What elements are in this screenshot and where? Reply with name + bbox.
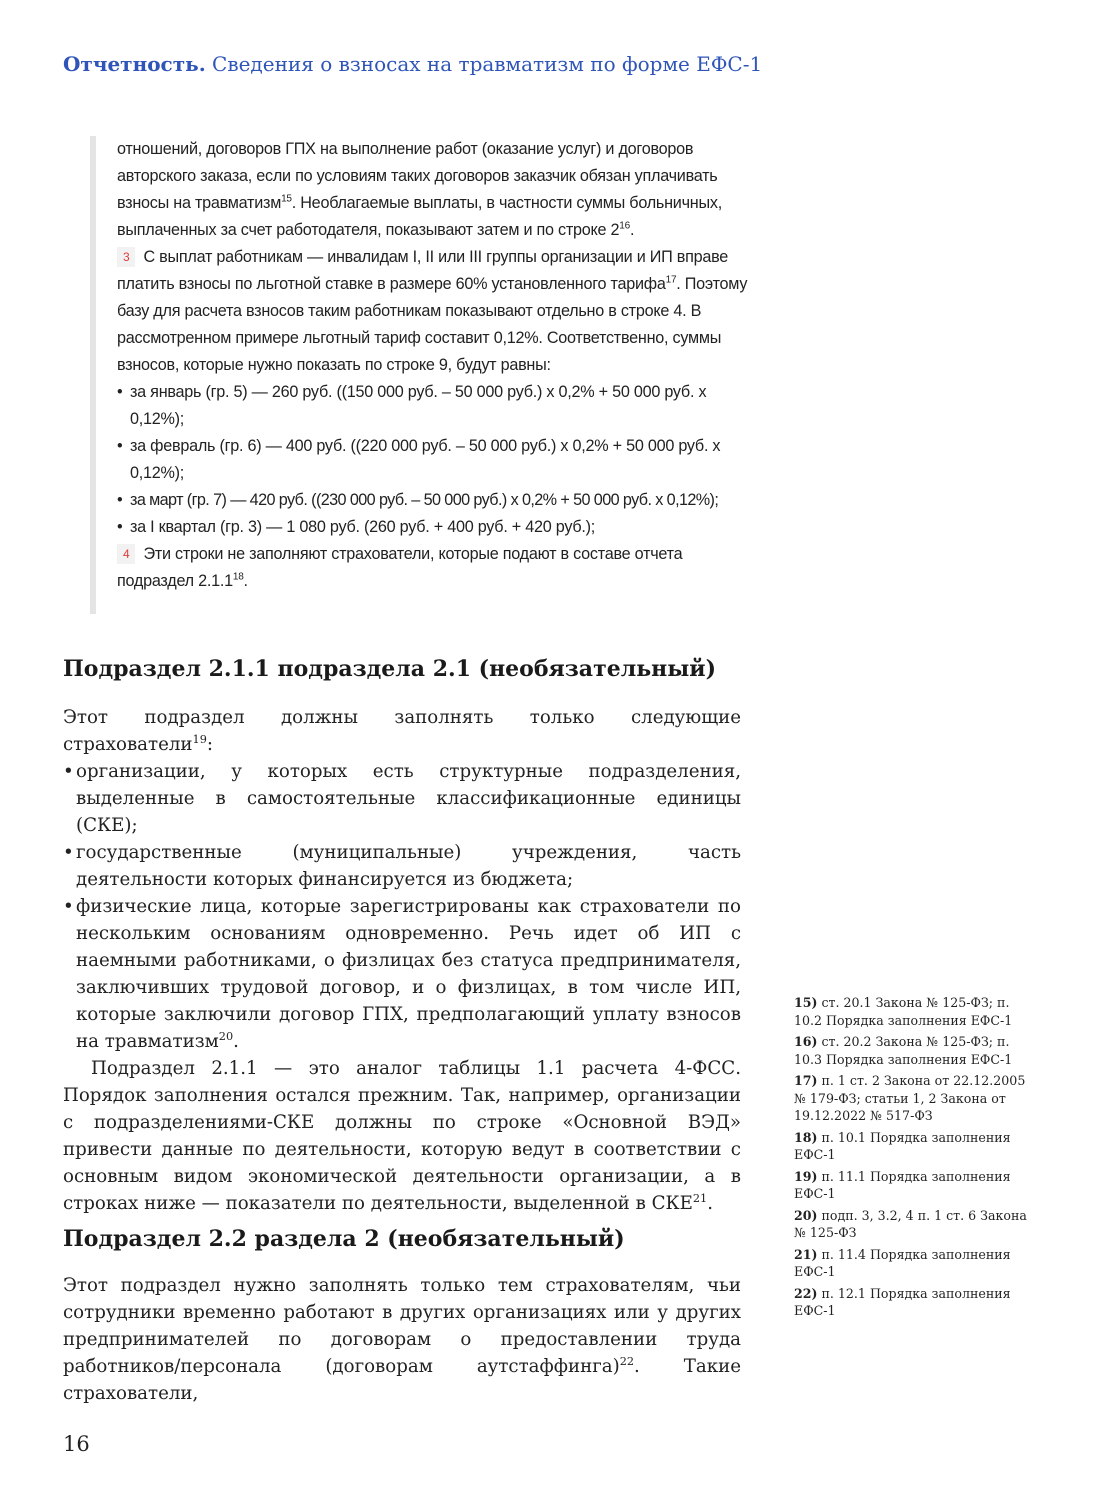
footnote-text: п. 12.1 Порядка заполнения ЕФС-1: [794, 1285, 1011, 1318]
inset-paragraph: [117, 136, 750, 244]
footnote-ref: 18: [232, 571, 244, 583]
list-item: • государственные (муниципальные) учреждения, часть деятельности которых финансируется из бюджета;: [63, 839, 741, 893]
inset-note-4: [117, 541, 750, 595]
footnote-number: 16): [794, 1034, 818, 1049]
footnote-number: 15): [794, 995, 818, 1010]
footnote-number: 17): [794, 1073, 818, 1088]
note-number-badge: 4: [117, 544, 135, 564]
footnote: [794, 1285, 1030, 1320]
body-paragraph: [63, 1055, 741, 1217]
list-item: • за февраль (гр. 6) — 400 руб. ((220 000 руб. – 50 000 руб.) х 0,2% + 50 000 руб. х 0,12%);: [117, 433, 750, 487]
footnote-ref: 15: [281, 193, 292, 205]
footnote: [794, 1207, 1030, 1242]
list-item: • за I квартал (гр. 3) — 1 080 руб. (260 руб. + 400 руб. + 420 руб.);: [117, 514, 750, 541]
inset-text: отношений, договоров ГПХ на выполнение работ (оказание услуг) и договоров авторского заказа, если по условиям таких договоров заказчик обязан уплачивать взносы на травматизм: [117, 140, 718, 212]
section-1-body: [63, 704, 741, 1217]
footnote-text: п. 11.4 Порядка заполнения ЕФС-1: [794, 1246, 1011, 1279]
body-text: Этот подраздел нужно заполнять только тем страхователям, чьи сотрудники временно работают в других организациях или у других предпринимателей по договорам о предоставлении труда работников/персонала (договорам аутстаффинга): [63, 1275, 741, 1377]
list-item: • за январь (гр. 5) — 260 руб. ((150 000 руб. – 50 000 руб.) х 0,2% + 50 000 руб. х 0,12%);: [117, 379, 750, 433]
page-number: 16: [63, 1432, 90, 1456]
body-text: . Такие страхователи,: [63, 1356, 741, 1404]
inset-text: .: [629, 221, 635, 239]
footnote-number: 21): [794, 1246, 818, 1262]
list-item: • за март (гр. 7) — 420 руб. ((230 000 руб. – 50 000 руб.) х 0,2% + 50 000 руб. х 0,12%);: [117, 487, 750, 514]
footnote: [794, 994, 1030, 1029]
footnote-ref: 19: [192, 732, 207, 746]
section-heading: Подраздел 2.1.1 подраздела 2.1 (необязательный): [63, 656, 717, 682]
footnote-text: п. 11.1 Порядка заполнения ЕФС-1: [794, 1168, 1011, 1201]
footnote-text: п. 1 ст. 2 Закона от 22.12.2005 № 179-ФЗ; статьи 1, 2 Закона от 19.12.2022 № 517-ФЗ: [794, 1073, 1026, 1123]
footnote: [794, 1246, 1030, 1281]
body-text: .: [233, 1031, 239, 1052]
header-rubric: Отчетность.: [63, 52, 206, 76]
footnote-ref: 21: [692, 1191, 708, 1205]
footnotes-column: [794, 994, 1030, 1324]
footnote-text: ст. 20.2 Закона № 125-ФЗ; п. 10.3 Порядка заполнения ЕФС-1: [794, 1034, 1013, 1067]
footnote-number: 19): [794, 1168, 818, 1184]
inset-text: Эти строки не заполняют страхователи, которые подают в составе отчета подраздел 2.1.1: [117, 545, 683, 590]
footnote-text: подп. 3, 3.2, 4 п. 1 ст. 6 Закона № 125-ФЗ: [794, 1207, 1027, 1240]
footnote-ref: 16: [619, 220, 630, 232]
header-title: Сведения о взносах на травматизм по форме ЕФС-1: [212, 52, 763, 76]
list-item: • организации, у которых есть структурные подразделения, выделенные в самостоятельные классификационные единицы (СКЕ);: [63, 758, 741, 839]
footnote: [794, 1168, 1030, 1203]
body-text: физические лица, которые зарегистрированы как страхователи по нескольким основаниям одновременно. Речь идет об ИП с наемными работниками, о физлицах без статуса предпринимателя, заключивших трудовой договор, и о физлицах, в том числе ИП, которые заключили договор ГПХ, предполагающий уплату взносов на травматизм: [76, 896, 741, 1052]
footnote-number: 20): [794, 1207, 818, 1223]
footnote-number: 18): [794, 1129, 818, 1145]
footnote: [794, 1129, 1030, 1164]
body-bullet-list: [63, 758, 741, 1055]
body-paragraph: [63, 704, 741, 758]
list-item: [63, 893, 741, 1055]
inset-text: С выплат работникам — инвалидам I, II или III группы организации и ИП вправе платить взносы по льготной ставке в размере 60% установленного тарифа: [117, 248, 729, 293]
section-heading: Подраздел 2.2 раздела 2 (необязательный): [63, 1226, 625, 1252]
footnote-text: ст. 20.1 Закона № 125-ФЗ; п. 10.2 Порядка заполнения ЕФС-1: [794, 995, 1013, 1028]
running-header: [63, 52, 1043, 76]
footnote-ref: 20: [218, 1029, 234, 1043]
footnote-ref: 17: [665, 274, 677, 286]
inset-text: .: [243, 572, 248, 590]
inset-text: . Необлагаемые выплаты, в частности суммы больничных, выплаченных за счет работодателя, показывают затем и по строке 2: [117, 194, 722, 239]
footnote: [794, 1033, 1030, 1068]
footnote-number: 22): [794, 1285, 818, 1301]
footnote-ref: 22: [619, 1354, 635, 1368]
footnote-text: п. 10.1 Порядка заполнения ЕФС-1: [794, 1129, 1011, 1162]
section-2-body: [63, 1272, 741, 1407]
footnote: [794, 1072, 1030, 1125]
inset-text: . Поэтому базу для расчета взносов таким работникам показывают отдельно в строке 4. В рассмотренном примере льготный тариф составит 0,12%. Соответственно, суммы взносов, которые нужно показать по строке 9, будут равны:: [117, 275, 748, 374]
example-inset: [90, 136, 750, 614]
inset-bullet-list: [117, 379, 750, 541]
body-paragraph: [63, 1272, 741, 1407]
inset-note-3: [117, 244, 750, 379]
body-text: Этот подраздел должны заполнять только следующие страхователи: [63, 707, 741, 755]
body-text: :: [206, 734, 214, 755]
note-number-badge: 3: [117, 247, 135, 267]
body-text: Подраздел 2.1.1 — это аналог таблицы 1.1 расчета 4-ФСС. Порядок заполнения остался прежним. Так, например, организации с подразделениями-СКЕ должны по строке «Основной ВЭД» привести данные по деятельности, которую ведут в соответствии с основным видом экономической деятельности организации, а в строках ниже — показатели по деятельности, выделенной в СКЕ: [63, 1058, 741, 1214]
body-text: .: [707, 1193, 713, 1214]
